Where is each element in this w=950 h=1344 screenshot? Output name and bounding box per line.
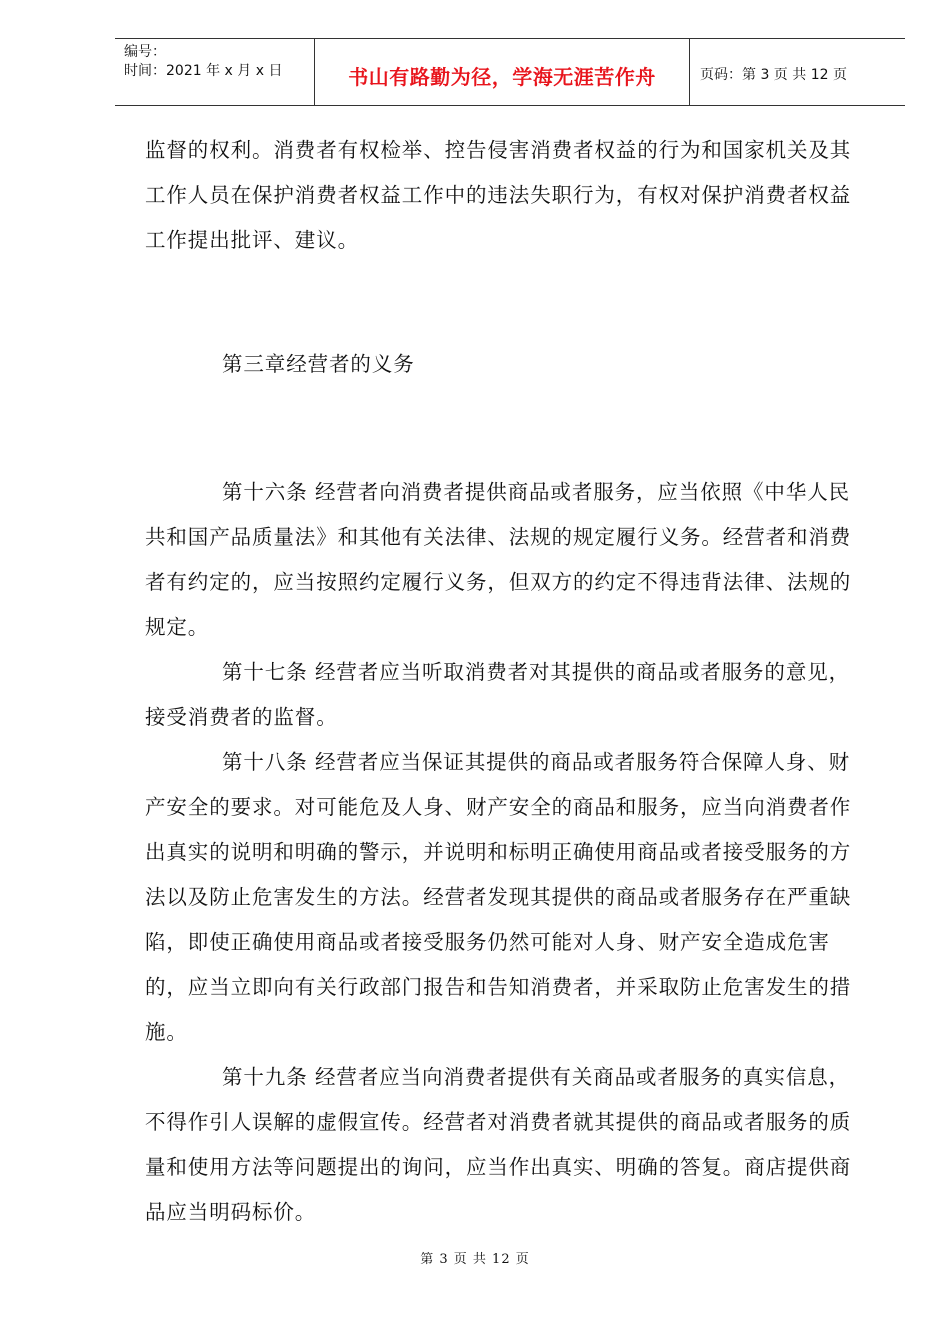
chapter-title: 第三章经营者的义务: [222, 352, 415, 376]
articles-section: [145, 470, 865, 1235]
intro-section: [145, 128, 865, 263]
header-motto: 书山有路勤为径，学海无涯苦作舟: [315, 39, 690, 105]
article-18: 第十八条 经营者应当保证其提供的商品或者服务符合保障人身、财产安全的要求。对可能危及人身、财产安全的商品和服务，应当向消费者作出真实的说明和明确的警示，并说明和标明正确使用商品或者接受服务的方法以及防止危害发生的方法。经营者发现其提供的商品或者服务存在严重缺陷，即使正确使用商品或者接受服务仍然可能对人身、财产安全造成危害的，应当立即向有关行政部门报告和告知消费者，并采取防止危害发生的措施。: [145, 750, 852, 1044]
article-17: 第十七条 经营者应当听取消费者对其提供的商品或者服务的意见，接受消费者的监督。: [145, 660, 851, 729]
page-header: [115, 38, 905, 106]
document-time-label: 时间：2021 年 x 月 x 日: [124, 63, 283, 79]
header-page-label: 页码：第 3 页 共 12 页: [700, 67, 847, 83]
intro-paragraph: 监督的权利。消费者有权检举、控告侵害消费者权益的行为和国家机关及其工作人员在保护消费者权益工作中的违法失职行为，有权对保护消费者权益工作提出批评、建议。: [145, 138, 852, 252]
article-16: 第十六条 经营者向消费者提供商品或者服务，应当依照《中华人民共和国产品质量法》和其他有关法律、法规的规定履行义务。经营者和消费者有约定的，应当按照约定履行义务，但双方的约定不得违背法律、法规的规定。: [145, 480, 852, 639]
document-number-label: 编号：: [124, 44, 166, 60]
page-footer: 第 3 页 共 12 页: [420, 1252, 530, 1267]
article-19: 第十九条 经营者应当向消费者提供有关商品或者服务的真实信息，不得作引人误解的虚假宣传。经营者对消费者就其提供的商品或者服务的质量和使用方法等问题提出的询问，应当作出真实、明确的答复。商店提供商品应当明码标价。: [145, 1065, 852, 1224]
header-meta: [115, 39, 315, 105]
